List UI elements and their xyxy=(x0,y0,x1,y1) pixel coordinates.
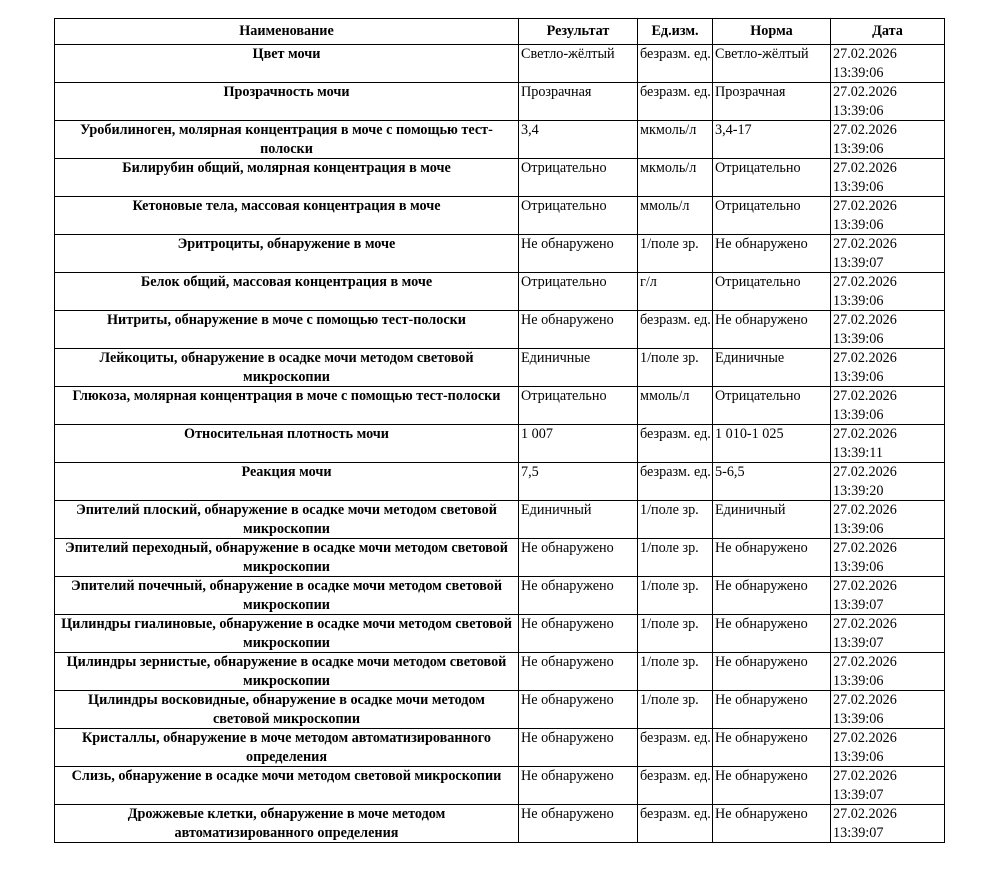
table-row xyxy=(55,197,945,235)
table-row xyxy=(55,653,945,691)
cell-unit: 1/поле зр. xyxy=(638,577,713,615)
cell-date: 27.02.2026 13:39:11 xyxy=(831,425,945,463)
cell-result: Светло-жёлтый xyxy=(519,45,638,83)
cell-unit: безразм. ед. xyxy=(638,45,713,83)
cell-result: Отрицательно xyxy=(519,159,638,197)
cell-unit: г/л xyxy=(638,273,713,311)
cell-unit: безразм. ед. xyxy=(638,311,713,349)
cell-norm: Не обнаружено xyxy=(713,311,831,349)
table-row xyxy=(55,159,945,197)
cell-unit: 1/поле зр. xyxy=(638,501,713,539)
cell-result: Не обнаружено xyxy=(519,691,638,729)
cell-name: Цилиндры зернистые, обнаружение в осадке мочи методом световой микроскопии xyxy=(55,653,519,691)
cell-result: Не обнаружено xyxy=(519,805,638,843)
cell-name: Цвет мочи xyxy=(55,45,519,83)
cell-name: Лейкоциты, обнаружение в осадке мочи методом световой микроскопии xyxy=(55,349,519,387)
cell-date: 27.02.2026 13:39:06 xyxy=(831,45,945,83)
cell-norm: Не обнаружено xyxy=(713,691,831,729)
table-row xyxy=(55,805,945,843)
table-row xyxy=(55,729,945,767)
cell-norm: Не обнаружено xyxy=(713,729,831,767)
cell-norm: Не обнаружено xyxy=(713,805,831,843)
cell-date: 27.02.2026 13:39:06 xyxy=(831,501,945,539)
cell-date: 27.02.2026 13:39:06 xyxy=(831,159,945,197)
cell-name: Слизь, обнаружение в осадке мочи методом световой микроскопии xyxy=(55,767,519,805)
cell-date: 27.02.2026 13:39:06 xyxy=(831,349,945,387)
table-row xyxy=(55,273,945,311)
table-row xyxy=(55,425,945,463)
table-row xyxy=(55,121,945,159)
cell-norm: Не обнаружено xyxy=(713,577,831,615)
cell-name: Глюкоза, молярная концентрация в моче с помощью тест-полоски xyxy=(55,387,519,425)
table-row xyxy=(55,501,945,539)
cell-name: Белок общий, массовая концентрация в моче xyxy=(55,273,519,311)
cell-result: 3,4 xyxy=(519,121,638,159)
cell-date: 27.02.2026 13:39:06 xyxy=(831,539,945,577)
cell-unit: 1/поле зр. xyxy=(638,615,713,653)
cell-date: 27.02.2026 13:39:06 xyxy=(831,197,945,235)
cell-result: 7,5 xyxy=(519,463,638,501)
cell-result: Прозрачная xyxy=(519,83,638,121)
cell-unit: мкмоль/л xyxy=(638,159,713,197)
table-row xyxy=(55,349,945,387)
cell-norm: Отрицательно xyxy=(713,197,831,235)
cell-date: 27.02.2026 13:39:20 xyxy=(831,463,945,501)
cell-unit: 1/поле зр. xyxy=(638,691,713,729)
cell-name: Эпителий переходный, обнаружение в осадке мочи методом световой микроскопии xyxy=(55,539,519,577)
cell-name: Нитриты, обнаружение в моче с помощью тест-полоски xyxy=(55,311,519,349)
table-header xyxy=(55,19,945,45)
cell-name: Билирубин общий, молярная концентрация в моче xyxy=(55,159,519,197)
cell-date: 27.02.2026 13:39:06 xyxy=(831,387,945,425)
cell-date: 27.02.2026 13:39:07 xyxy=(831,805,945,843)
table-row xyxy=(55,615,945,653)
cell-result: Отрицательно xyxy=(519,387,638,425)
cell-result: Единичные xyxy=(519,349,638,387)
cell-result: Не обнаружено xyxy=(519,235,638,273)
cell-norm: Отрицательно xyxy=(713,159,831,197)
cell-norm: 1 010-1 025 xyxy=(713,425,831,463)
cell-result: Не обнаружено xyxy=(519,311,638,349)
cell-name: Кристаллы, обнаружение в моче методом автоматизированного определения xyxy=(55,729,519,767)
cell-name: Эпителий почечный, обнаружение в осадке мочи методом световой микроскопии xyxy=(55,577,519,615)
cell-date: 27.02.2026 13:39:06 xyxy=(831,121,945,159)
cell-result: 1 007 xyxy=(519,425,638,463)
table-body xyxy=(55,45,945,843)
cell-result: Не обнаружено xyxy=(519,653,638,691)
cell-norm: Отрицательно xyxy=(713,273,831,311)
cell-result: Отрицательно xyxy=(519,197,638,235)
cell-date: 27.02.2026 13:39:07 xyxy=(831,577,945,615)
cell-norm: Не обнаружено xyxy=(713,767,831,805)
cell-date: 27.02.2026 13:39:07 xyxy=(831,767,945,805)
cell-date: 27.02.2026 13:39:06 xyxy=(831,311,945,349)
cell-unit: 1/поле зр. xyxy=(638,653,713,691)
cell-unit: безразм. ед. xyxy=(638,767,713,805)
table-row xyxy=(55,311,945,349)
cell-name: Относительная плотность мочи xyxy=(55,425,519,463)
cell-norm: Прозрачная xyxy=(713,83,831,121)
table-row xyxy=(55,83,945,121)
cell-name: Цилиндры гиалиновые, обнаружение в осадке мочи методом световой микроскопии xyxy=(55,615,519,653)
cell-date: 27.02.2026 13:39:06 xyxy=(831,273,945,311)
table-row xyxy=(55,45,945,83)
cell-name: Эпителий плоский, обнаружение в осадке мочи методом световой микроскопии xyxy=(55,501,519,539)
cell-name: Цилиндры восковидные, обнаружение в осадке мочи методом световой микроскопии xyxy=(55,691,519,729)
cell-unit: 1/поле зр. xyxy=(638,539,713,577)
cell-result: Отрицательно xyxy=(519,273,638,311)
cell-norm: Не обнаружено xyxy=(713,539,831,577)
header-result: Результат xyxy=(519,19,638,45)
cell-unit: 1/поле зр. xyxy=(638,349,713,387)
header-unit: Ед.изм. xyxy=(638,19,713,45)
table-row xyxy=(55,387,945,425)
urinalysis-results-table xyxy=(54,18,945,843)
table-row xyxy=(55,235,945,273)
cell-result: Не обнаружено xyxy=(519,539,638,577)
cell-unit: ммоль/л xyxy=(638,197,713,235)
cell-norm: Не обнаружено xyxy=(713,235,831,273)
header-row xyxy=(55,19,945,45)
cell-norm: Не обнаружено xyxy=(713,615,831,653)
cell-date: 27.02.2026 13:39:06 xyxy=(831,691,945,729)
cell-norm: Не обнаружено xyxy=(713,653,831,691)
cell-unit: ммоль/л xyxy=(638,387,713,425)
cell-result: Не обнаружено xyxy=(519,729,638,767)
cell-date: 27.02.2026 13:39:06 xyxy=(831,653,945,691)
cell-norm: 3,4-17 xyxy=(713,121,831,159)
cell-norm: Единичный xyxy=(713,501,831,539)
cell-norm: Светло-жёлтый xyxy=(713,45,831,83)
header-norm: Норма xyxy=(713,19,831,45)
cell-date: 27.02.2026 13:39:07 xyxy=(831,235,945,273)
cell-name: Уробилиноген, молярная концентрация в моче с помощью тест-полоски xyxy=(55,121,519,159)
cell-unit: безразм. ед. xyxy=(638,83,713,121)
table-row xyxy=(55,577,945,615)
cell-name: Реакция мочи xyxy=(55,463,519,501)
cell-name: Дрожжевые клетки, обнаружение в моче методом автоматизированного определения xyxy=(55,805,519,843)
cell-unit: мкмоль/л xyxy=(638,121,713,159)
cell-date: 27.02.2026 13:39:07 xyxy=(831,615,945,653)
cell-date: 27.02.2026 13:39:06 xyxy=(831,729,945,767)
cell-result: Единичный xyxy=(519,501,638,539)
cell-norm: 5-6,5 xyxy=(713,463,831,501)
cell-name: Прозрачность мочи xyxy=(55,83,519,121)
cell-norm: Отрицательно xyxy=(713,387,831,425)
cell-norm: Единичные xyxy=(713,349,831,387)
table-row xyxy=(55,463,945,501)
table-row xyxy=(55,767,945,805)
header-name: Наименование xyxy=(55,19,519,45)
cell-unit: безразм. ед. xyxy=(638,729,713,767)
table-row xyxy=(55,539,945,577)
table-row xyxy=(55,691,945,729)
cell-result: Не обнаружено xyxy=(519,615,638,653)
cell-name: Эритроциты, обнаружение в моче xyxy=(55,235,519,273)
cell-name: Кетоновые тела, массовая концентрация в моче xyxy=(55,197,519,235)
cell-unit: 1/поле зр. xyxy=(638,235,713,273)
header-date: Дата xyxy=(831,19,945,45)
cell-unit: безразм. ед. xyxy=(638,805,713,843)
cell-unit: безразм. ед. xyxy=(638,463,713,501)
cell-date: 27.02.2026 13:39:06 xyxy=(831,83,945,121)
cell-result: Не обнаружено xyxy=(519,767,638,805)
cell-result: Не обнаружено xyxy=(519,577,638,615)
cell-unit: безразм. ед. xyxy=(638,425,713,463)
